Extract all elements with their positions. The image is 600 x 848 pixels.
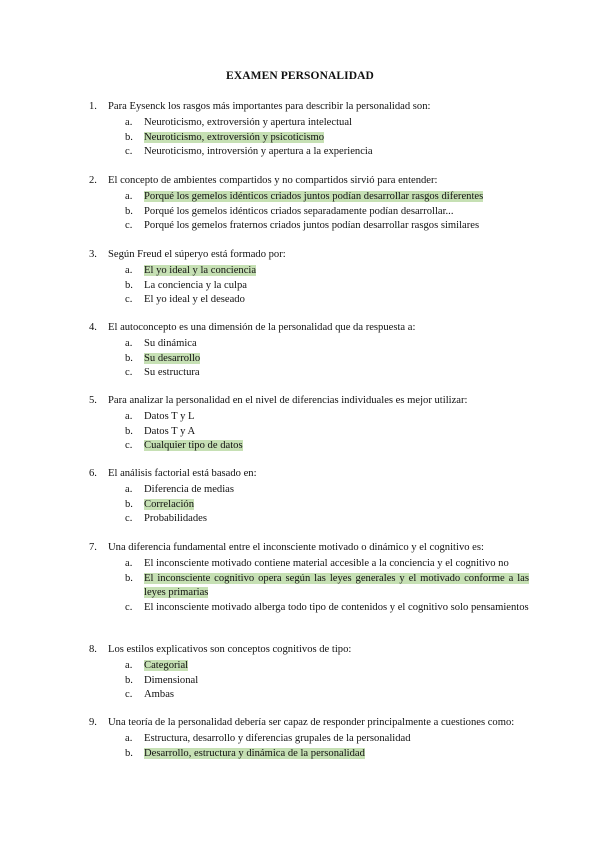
option-text: [144, 439, 529, 454]
question-header: [89, 100, 529, 114]
option-text: Porqué los gemelos idénticos criados separadamente podían desarrollar...: [144, 205, 454, 217]
option-list: [89, 337, 529, 381]
option-item: [125, 425, 529, 440]
option-list: [89, 410, 529, 454]
question-text: Los estilos explicativos son conceptos cognitivos de tipo:: [108, 644, 352, 655]
option-letter: b.: [125, 425, 133, 437]
option-letter: b.: [125, 674, 133, 686]
correct-answer-highlight: Correlación: [144, 498, 195, 510]
option-list: [89, 264, 529, 308]
option-text: [144, 747, 529, 762]
option-text: [144, 131, 529, 146]
question-text: El autoconcepto es una dimensión de la personalidad que da respuesta a:: [108, 322, 416, 333]
question-number: 9.: [89, 717, 97, 728]
option-text: Diferencia de medias: [144, 484, 235, 495]
question-number: 1.: [89, 101, 97, 112]
option-letter: c.: [125, 440, 133, 451]
question-8: [89, 643, 529, 703]
question-text: Para analizar la personalidad en el nivel de diferencias individuales es mejor utilizar:: [108, 395, 468, 406]
option-text: Su dinámica: [144, 338, 197, 349]
option-letter: a.: [125, 265, 133, 276]
option-item: [125, 190, 529, 205]
question-header: [89, 467, 529, 481]
question-header: [89, 174, 529, 188]
option-letter: a.: [125, 411, 133, 422]
correct-answer-highlight: Porqué los gemelos idénticos criados juntos podían desarrollar rasgos diferentes: [144, 191, 484, 202]
option-letter: c.: [125, 367, 133, 378]
option-item: [125, 131, 529, 146]
option-letter: c.: [125, 146, 133, 157]
option-item: [125, 572, 529, 601]
option-item: [125, 293, 529, 308]
option-text: [144, 572, 529, 601]
option-list: [89, 116, 529, 160]
option-letter: a.: [125, 733, 133, 744]
question-text: Una diferencia fundamental entre el inconsciente motivado o dinámico y el cognitivo es:: [108, 542, 484, 553]
option-letter: b.: [125, 205, 133, 217]
option-item: [125, 557, 529, 572]
option-item: [125, 219, 529, 234]
option-letter: a.: [125, 558, 133, 569]
option-item: [125, 659, 529, 674]
option-text: Ambas: [144, 689, 175, 700]
option-item: [125, 512, 529, 527]
question-9: [89, 716, 529, 761]
option-text: El yo ideal y el deseado: [144, 294, 245, 305]
option-item: [125, 279, 529, 294]
option-letter: c.: [125, 220, 133, 231]
option-text: El inconsciente motivado contiene material accesible a la conciencia y el cognitivo no: [144, 558, 509, 569]
correct-answer-highlight: El inconsciente cognitivo opera según las leyes generales y el motivado conforme a las leyes primarias: [144, 572, 529, 598]
option-letter: a.: [125, 484, 133, 495]
question-number: 6.: [89, 468, 97, 479]
option-item: [125, 410, 529, 425]
option-letter: c.: [125, 601, 133, 613]
correct-answer-highlight: Neuroticismo, extroversión y psicoticismo: [144, 131, 325, 143]
option-letter: b.: [125, 279, 133, 291]
option-item: [125, 352, 529, 367]
option-list: [89, 483, 529, 527]
option-item: [125, 205, 529, 220]
option-item: [125, 264, 529, 279]
option-item: [125, 483, 529, 498]
question-header: [89, 321, 529, 335]
option-text: Dimensional: [144, 674, 199, 686]
option-letter: c.: [125, 294, 133, 305]
option-item: [125, 747, 529, 762]
question-4: [89, 321, 529, 381]
option-text: Probabilidades: [144, 513, 207, 524]
option-text: Datos T y L: [144, 411, 195, 422]
question-7: [89, 541, 529, 615]
option-item: [125, 674, 529, 689]
option-text: [144, 190, 529, 205]
option-letter: b.: [125, 352, 133, 364]
option-list: [89, 659, 529, 703]
option-item: [125, 688, 529, 703]
option-letter: a.: [125, 117, 133, 128]
option-list: [89, 557, 529, 615]
option-letter: a.: [125, 338, 133, 349]
question-3: [89, 248, 529, 308]
question-header: [89, 248, 529, 262]
question-1: [89, 100, 529, 160]
option-text: [144, 498, 529, 513]
option-letter: a.: [125, 191, 133, 202]
question-header: [89, 394, 529, 408]
question-header: [89, 541, 529, 555]
option-text: Neuroticismo, extroversión y apertura intelectual: [144, 117, 352, 128]
question-header: [89, 643, 529, 657]
option-text: [144, 264, 529, 279]
option-text: Porqué los gemelos fraternos criados juntos podían desarrollar rasgos similares: [144, 220, 480, 231]
option-letter: c.: [125, 513, 133, 524]
option-letter: b.: [125, 131, 133, 143]
option-item: [125, 601, 529, 616]
option-text: Estructura, desarrollo y diferencias grupales de la personalidad: [144, 733, 411, 744]
question-number: 3.: [89, 249, 97, 260]
option-letter: c.: [125, 689, 133, 700]
correct-answer-highlight: Cualquier tipo de datos: [144, 440, 243, 451]
option-text: El inconsciente motivado alberga todo tipo de contenidos y el cognitivo solo pensamientos: [144, 601, 529, 613]
question-text: Una teoría de la personalidad debería ser capaz de responder principalmente a cuestiones como:: [108, 717, 515, 728]
correct-answer-highlight: Categorial: [144, 660, 189, 671]
question-number: 4.: [89, 322, 97, 333]
option-text: [144, 659, 529, 674]
option-text: Neuroticismo, introversión y apertura a la experiencia: [144, 146, 373, 157]
option-item: [125, 116, 529, 131]
option-item: [125, 366, 529, 381]
question-number: 2.: [89, 175, 97, 186]
option-letter: b.: [125, 498, 133, 510]
question-text: Según Freud el súperyo está formado por:: [108, 249, 286, 260]
page-title: EXAMEN PERSONALIDAD: [226, 70, 374, 82]
question-text: Para Eysenck los rasgos más importantes para describir la personalidad son:: [108, 101, 431, 112]
option-letter: b.: [125, 572, 133, 584]
option-list: [89, 732, 529, 761]
option-letter: b.: [125, 747, 133, 759]
correct-answer-highlight: Desarrollo, estructura y dinámica de la personalidad: [144, 747, 365, 759]
option-letter: a.: [125, 660, 133, 671]
correct-answer-highlight: El yo ideal y la conciencia: [144, 265, 257, 276]
question-number: 5.: [89, 395, 97, 406]
question-2: [89, 174, 529, 234]
question-text: El concepto de ambientes compartidos y no compartidos sirvió para entender:: [108, 175, 438, 186]
option-item: [125, 145, 529, 160]
question-5: [89, 394, 529, 454]
option-item: [125, 498, 529, 513]
question-number: 7.: [89, 542, 97, 553]
option-text: Su estructura: [144, 367, 200, 378]
correct-answer-highlight: Su desarrollo: [144, 352, 201, 364]
option-item: [125, 439, 529, 454]
option-text: [144, 352, 529, 367]
question-text: El análisis factorial está basado en:: [108, 468, 257, 479]
option-text: La conciencia y la culpa: [144, 279, 247, 291]
option-item: [125, 732, 529, 747]
option-text: Datos T y A: [144, 425, 196, 437]
option-list: [89, 190, 529, 234]
question-header: [89, 716, 529, 730]
question-6: [89, 467, 529, 527]
question-number: 8.: [89, 644, 97, 655]
option-item: [125, 337, 529, 352]
